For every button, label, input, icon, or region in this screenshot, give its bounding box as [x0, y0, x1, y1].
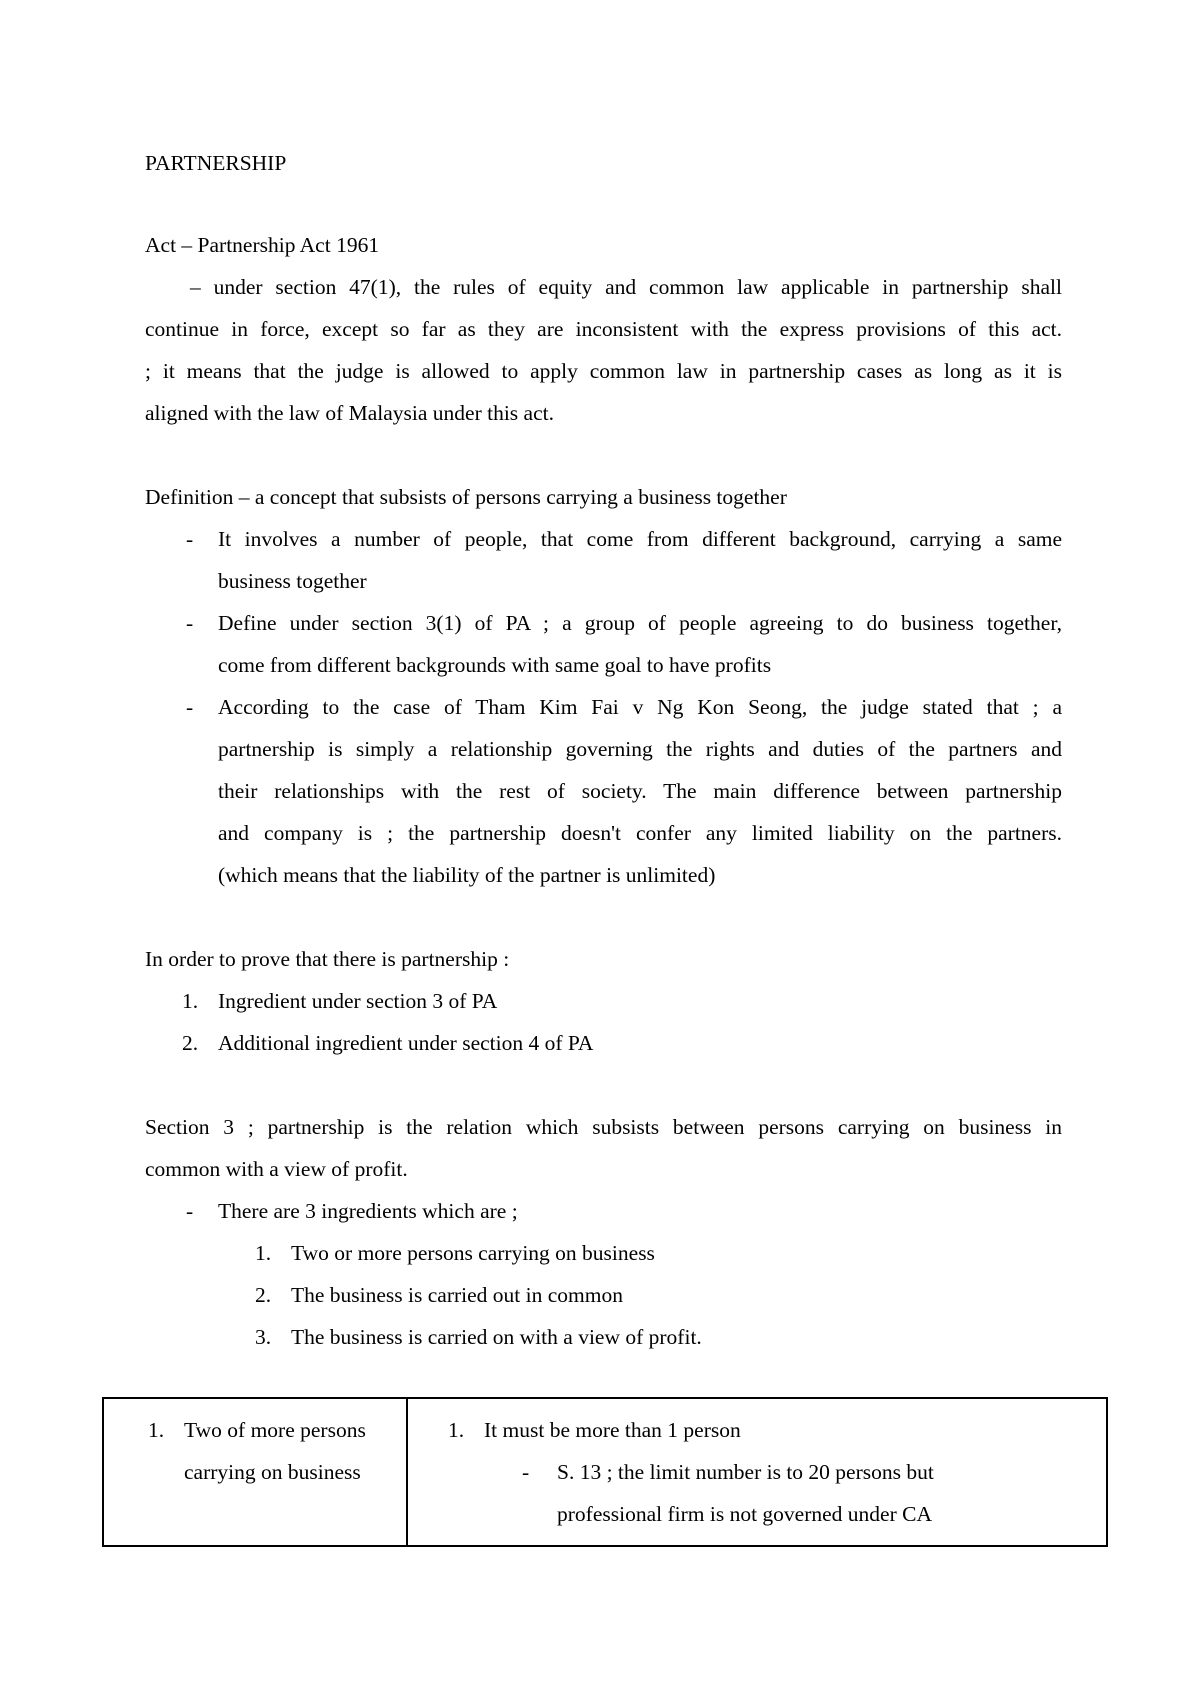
- list-number: 1.: [148, 1418, 165, 1442]
- document-title: PARTNERSHIP: [145, 151, 287, 175]
- definition-item-2-line-2: come from different backgrounds with same goal to have profits: [218, 653, 772, 677]
- section3-line-1: Section 3 ; partnership is the relation which subsists between persons carrying on business in: [145, 1115, 1062, 1139]
- bullet-marker: -: [186, 611, 194, 635]
- definition-item-2-line-1: Define under section 3(1) of PA ; a group of people agreeing to do business together,: [218, 611, 1062, 635]
- definition-item-1-line-1: It involves a number of people, that come from different background, carrying a same: [218, 527, 1062, 551]
- act-line-4: aligned with the law of Malaysia under this act.: [145, 401, 554, 425]
- definition-item-3-line-2: partnership is simply a relationship governing the rights and duties of the partners and: [218, 737, 1062, 761]
- ingredient-1: Two or more persons carrying on business: [291, 1241, 655, 1265]
- list-number: 2.: [255, 1283, 272, 1307]
- table-right-sub-line-1: S. 13 ; the limit number is to 20 persons but: [557, 1460, 934, 1484]
- bullet-marker: -: [186, 1199, 194, 1223]
- prove-heading: In order to prove that there is partnership :: [145, 947, 510, 971]
- section3-bullet-text: There are 3 ingredients which are ;: [218, 1199, 518, 1223]
- list-number: 1.: [448, 1418, 465, 1442]
- ingredient-3: The business is carried on with a view of profit.: [291, 1325, 702, 1349]
- table-left-line-2: carrying on business: [184, 1460, 361, 1484]
- ingredient-2: The business is carried out in common: [291, 1283, 623, 1307]
- bullet-marker: -: [522, 1460, 530, 1484]
- act-heading: Act – Partnership Act 1961: [145, 233, 380, 257]
- bullet-marker: -: [186, 527, 194, 551]
- table-right-text: It must be more than 1 person: [484, 1418, 741, 1442]
- list-number: 2.: [182, 1031, 199, 1055]
- act-line-1: – under section 47(1), the rules of equity and common law applicable in partnership shall: [190, 275, 1062, 299]
- prove-item-2: Additional ingredient under section 4 of PA: [218, 1031, 594, 1055]
- definition-heading: Definition – a concept that subsists of persons carrying a business together: [145, 485, 787, 509]
- act-line-3: ; it means that the judge is allowed to apply common law in partnership cases as long as it is: [145, 359, 1062, 383]
- table-column-divider: [406, 1399, 408, 1545]
- prove-item-1: Ingredient under section 3 of PA: [218, 989, 498, 1013]
- table-right-sub-line-2: professional firm is not governed under CA: [557, 1502, 932, 1526]
- list-number: 1.: [182, 989, 199, 1013]
- act-line-2: continue in force, except so far as they are inconsistent with the express provisions of this act.: [145, 317, 1062, 341]
- table-left-line-1: Two of more persons: [184, 1418, 366, 1442]
- section3-line-2: common with a view of profit.: [145, 1157, 408, 1181]
- bullet-marker: -: [186, 695, 194, 719]
- definition-item-3-line-4: and company is ; the partnership doesn't confer any limited liability on the partners.: [218, 821, 1062, 845]
- definition-item-3-line-5: (which means that the liability of the partner is unlimited): [218, 863, 716, 887]
- definition-item-1-line-2: business together: [218, 569, 367, 593]
- definition-item-3-line-3: their relationships with the rest of society. The main difference between partnership: [218, 779, 1062, 803]
- list-number: 1.: [255, 1241, 272, 1265]
- list-number: 3.: [255, 1325, 272, 1349]
- definition-item-3-line-1: According to the case of Tham Kim Fai v Ng Kon Seong, the judge stated that ; a: [218, 695, 1062, 719]
